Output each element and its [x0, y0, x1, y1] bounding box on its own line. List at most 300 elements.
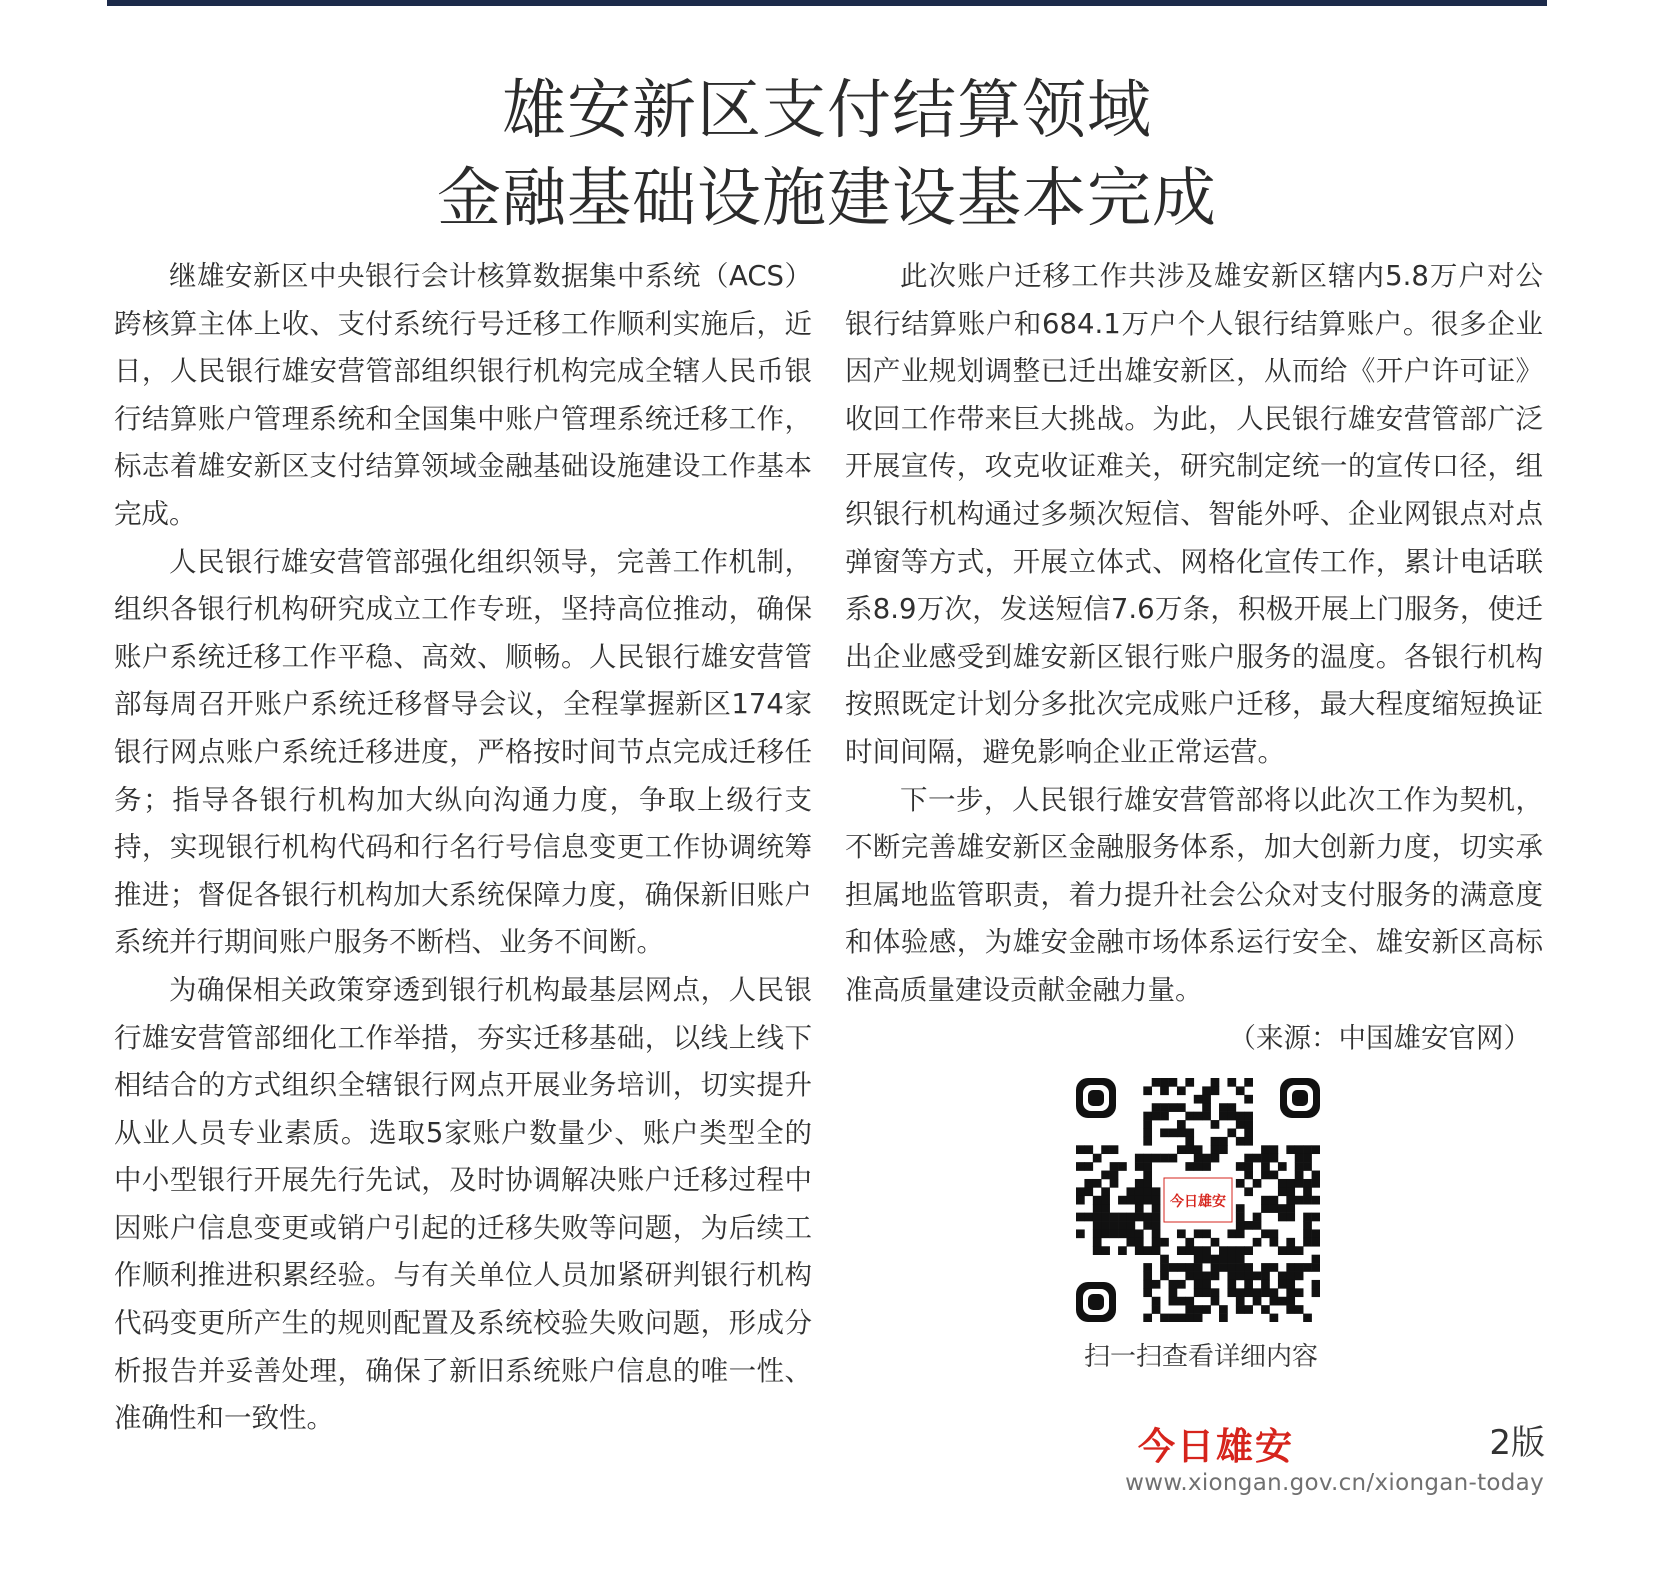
qr-module	[1169, 1288, 1178, 1297]
qr-module	[1244, 1305, 1253, 1314]
qr-module	[1261, 1145, 1270, 1154]
qr-module	[1244, 1280, 1253, 1289]
qr-module	[1143, 1120, 1152, 1129]
qr-module	[1303, 1314, 1312, 1322]
qr-module	[1143, 1187, 1152, 1196]
qr-module	[1303, 1229, 1312, 1238]
qr-module	[1244, 1288, 1253, 1297]
qr-module	[1152, 1187, 1161, 1196]
qr-module	[1244, 1171, 1253, 1180]
qr-module	[1278, 1162, 1287, 1171]
qr-module	[1202, 1103, 1211, 1112]
qr-module	[1211, 1078, 1220, 1087]
qr-module	[1110, 1221, 1119, 1230]
qr-module	[1278, 1213, 1287, 1222]
qr-module	[1303, 1196, 1312, 1205]
qr-module	[1093, 1204, 1102, 1213]
qr-module	[1270, 1145, 1279, 1154]
qr-module	[1160, 1078, 1169, 1087]
qr-module	[1160, 1238, 1169, 1247]
qr-module	[1194, 1288, 1203, 1297]
qr-module	[1101, 1213, 1110, 1222]
qr-module	[1101, 1229, 1110, 1238]
qr-module	[1303, 1221, 1312, 1230]
qr-module	[1101, 1145, 1110, 1154]
qr-module	[1185, 1112, 1194, 1121]
qr-module	[1219, 1263, 1228, 1272]
qr-module	[1219, 1305, 1228, 1314]
qr-module	[1261, 1204, 1270, 1213]
qr-module	[1270, 1229, 1279, 1238]
qr-module	[1152, 1221, 1161, 1230]
qr-module	[1286, 1305, 1295, 1314]
qr-module	[1152, 1196, 1161, 1205]
qr-module	[1227, 1280, 1236, 1289]
qr-module	[1236, 1137, 1245, 1146]
qr-module	[1278, 1297, 1287, 1306]
qr-module	[1244, 1137, 1253, 1146]
qr-module	[1194, 1280, 1203, 1289]
qr-module	[1227, 1229, 1236, 1238]
qr-module	[1152, 1229, 1161, 1238]
qr-module	[1177, 1246, 1186, 1255]
qr-module	[1261, 1162, 1270, 1171]
qr-module	[1219, 1137, 1228, 1146]
qr-module	[1143, 1263, 1152, 1272]
qr-module	[1286, 1213, 1295, 1222]
qr-module	[1295, 1179, 1304, 1188]
qr-module	[1185, 1145, 1194, 1154]
qr-module	[1084, 1187, 1093, 1196]
qr-module	[1152, 1213, 1161, 1222]
headline	[0, 67, 1654, 243]
qr-module	[1236, 1112, 1245, 1121]
qr-module	[1169, 1154, 1178, 1163]
qr-module	[1286, 1288, 1295, 1297]
qr-module	[1295, 1171, 1304, 1180]
paragraph: 此次账户迁移工作共涉及雄安新区辖内5.8万户对公银行结算账户和684.1万户个人银行结算账户。很多企业因产业规划调整已迁出雄安新区，从而给《开户许可证》收回工作带来巨大挑战。为此，人民银行雄安营管部广泛开展宣传，攻克收证难关，研究制定统一的宣传口径，组织银行机构通过多频次短信、智能外呼、企业网银点对点弹窗等方式，开展立体式、网格化宣传工作，累计电话联系8.9万次，发送短信7.6万条，积极开展上门服务，使迁出企业感受到雄安新区银行账户服务的温度。各银行机构按照既定计划分多批次完成账户迁移，最大程度缩短换证时间间隔，避免影响企业正常运营。	[845, 260, 1543, 768]
qr-module	[1303, 1154, 1312, 1163]
qr-module	[1253, 1213, 1262, 1222]
qr-module	[1126, 1221, 1135, 1230]
qr-module	[1143, 1179, 1152, 1188]
qr-module	[1244, 1246, 1253, 1255]
qr-module	[1169, 1128, 1178, 1137]
qr-module	[1126, 1196, 1135, 1205]
qr-module	[1076, 1213, 1085, 1222]
qr-module	[1118, 1196, 1127, 1205]
qr-code[interactable]	[1076, 1078, 1320, 1322]
qr-module	[1169, 1314, 1178, 1322]
qr-module	[1101, 1246, 1110, 1255]
qr-module	[1236, 1272, 1245, 1281]
qr-module	[1244, 1128, 1253, 1137]
qr-module	[1135, 1162, 1144, 1171]
qr-module	[1135, 1204, 1144, 1213]
qr-module	[1278, 1179, 1287, 1188]
qr-module	[1211, 1238, 1220, 1247]
qr-module	[1270, 1238, 1279, 1247]
qr-module	[1194, 1162, 1203, 1171]
qr-module	[1312, 1255, 1320, 1264]
qr-module	[1118, 1221, 1127, 1230]
qr-module	[1169, 1280, 1178, 1289]
qr-module	[1152, 1246, 1161, 1255]
qr-module	[1244, 1078, 1253, 1087]
qr-module	[1312, 1229, 1320, 1238]
qr-module	[1236, 1288, 1245, 1297]
qr-module	[1143, 1314, 1152, 1322]
qr-module	[1202, 1112, 1211, 1121]
qr-module	[1101, 1171, 1110, 1180]
qr-module	[1253, 1297, 1262, 1306]
qr-module	[1286, 1263, 1295, 1272]
qr-module	[1152, 1204, 1161, 1213]
qr-module	[1202, 1229, 1211, 1238]
qr-module	[1278, 1280, 1287, 1289]
qr-module	[1227, 1246, 1236, 1255]
qr-module	[1219, 1246, 1228, 1255]
qr-module	[1211, 1288, 1220, 1297]
qr-module	[1303, 1238, 1312, 1247]
qr-module	[1118, 1229, 1127, 1238]
qr-module	[1236, 1179, 1245, 1188]
qr-module	[1135, 1187, 1144, 1196]
qr-module	[1211, 1086, 1220, 1095]
qr-module	[1135, 1213, 1144, 1222]
qr-module	[1286, 1297, 1295, 1306]
qr-module	[1244, 1263, 1253, 1272]
qr-module	[1160, 1263, 1169, 1272]
qr-module	[1227, 1103, 1236, 1112]
qr-module	[1194, 1263, 1203, 1272]
qr-module	[1194, 1095, 1203, 1104]
qr-module	[1253, 1272, 1262, 1281]
site-url[interactable]: www.xiongan.gov.cn/xiongan-today	[1125, 1470, 1544, 1496]
qr-module	[1236, 1297, 1245, 1306]
qr-module	[1143, 1288, 1152, 1297]
qr-module	[1143, 1221, 1152, 1230]
qr-module	[1261, 1196, 1270, 1205]
qr-module	[1143, 1196, 1152, 1205]
qr-module	[1160, 1255, 1169, 1264]
qr-module	[1286, 1179, 1295, 1188]
qr-module	[1253, 1238, 1262, 1247]
qr-block	[1071, 1078, 1331, 1373]
qr-module	[1236, 1221, 1245, 1230]
qr-module	[1143, 1128, 1152, 1137]
qr-module	[1194, 1229, 1203, 1238]
qr-module	[1270, 1314, 1279, 1322]
qr-module	[1211, 1263, 1220, 1272]
qr-module	[1194, 1145, 1203, 1154]
qr-module	[1219, 1103, 1228, 1112]
qr-module	[1110, 1162, 1119, 1171]
qr-module	[1295, 1154, 1304, 1163]
qr-module	[1152, 1297, 1161, 1306]
qr-module	[1236, 1263, 1245, 1272]
qr-module	[1135, 1229, 1144, 1238]
qr-module	[1177, 1229, 1186, 1238]
qr-module	[1152, 1103, 1161, 1112]
qr-module	[1093, 1246, 1102, 1255]
qr-module	[1185, 1263, 1194, 1272]
qr-module	[1303, 1263, 1312, 1272]
qr-module	[1244, 1154, 1253, 1163]
qr-module	[1270, 1297, 1279, 1306]
qr-module	[1202, 1255, 1211, 1264]
qr-module	[1261, 1272, 1270, 1281]
qr-module	[1244, 1095, 1253, 1104]
qr-module	[1160, 1314, 1169, 1322]
qr-module	[1211, 1255, 1220, 1264]
qr-module	[1177, 1086, 1186, 1095]
qr-module	[1253, 1221, 1262, 1230]
qr-module	[1236, 1213, 1245, 1222]
qr-module	[1185, 1305, 1194, 1314]
qr-module	[1152, 1305, 1161, 1314]
paragraph: 继雄安新区中央银行会计核算数据集中系统（ACS）跨核算主体上收、支付系统行号迁移工作顺利实施后，近日，人民银行雄安营管部组织银行机构完成全辖人民币银行结算账户管理系统和全国集中账户管理系统迁移工作，标志着雄安新区支付结算领域金融基础设施建设工作基本完成。	[114, 260, 812, 530]
qr-module	[1312, 1288, 1320, 1297]
qr-module	[1227, 1112, 1236, 1121]
qr-module	[1312, 1280, 1320, 1289]
qr-module	[1169, 1297, 1178, 1306]
qr-module	[1261, 1263, 1270, 1272]
qr-module	[1194, 1305, 1203, 1314]
qr-module	[1194, 1154, 1203, 1163]
qr-module	[1312, 1213, 1320, 1222]
headline-line-1: 雄安新区支付结算领域	[502, 74, 1152, 149]
qr-module	[1261, 1171, 1270, 1180]
qr-module	[1135, 1246, 1144, 1255]
qr-module	[1143, 1154, 1152, 1163]
qr-module	[1076, 1196, 1085, 1205]
qr-module	[1118, 1246, 1127, 1255]
qr-module	[1253, 1154, 1262, 1163]
qr-module	[1227, 1272, 1236, 1281]
qr-module	[1295, 1246, 1304, 1255]
qr-module	[1160, 1086, 1169, 1095]
qr-module	[1101, 1187, 1110, 1196]
qr-module	[1093, 1238, 1102, 1247]
qr-module	[1295, 1145, 1304, 1154]
qr-module	[1185, 1162, 1194, 1171]
qr-module	[1185, 1137, 1194, 1146]
qr-module	[1270, 1196, 1279, 1205]
qr-module	[1177, 1297, 1186, 1306]
qr-module	[1126, 1213, 1135, 1222]
qr-finder-bottom-left	[1076, 1282, 1116, 1322]
qr-module	[1110, 1179, 1119, 1188]
qr-module	[1244, 1162, 1253, 1171]
qr-module	[1211, 1272, 1220, 1281]
qr-module	[1185, 1128, 1194, 1137]
qr-module	[1160, 1272, 1169, 1281]
qr-module	[1286, 1187, 1295, 1196]
qr-module	[1177, 1280, 1186, 1289]
qr-module	[1295, 1162, 1304, 1171]
qr-module	[1303, 1162, 1312, 1171]
qr-module	[1236, 1162, 1245, 1171]
qr-finder-top-right	[1280, 1078, 1320, 1118]
qr-module	[1312, 1263, 1320, 1272]
qr-module	[1160, 1154, 1169, 1163]
qr-module	[1143, 1137, 1152, 1146]
qr-module	[1110, 1213, 1119, 1222]
qr-module	[1084, 1162, 1093, 1171]
qr-module	[1185, 1238, 1194, 1247]
qr-module	[1286, 1280, 1295, 1289]
qr-module	[1278, 1272, 1287, 1281]
qr-module	[1143, 1246, 1152, 1255]
qr-module	[1286, 1204, 1295, 1213]
qr-module	[1244, 1120, 1253, 1129]
qr-module	[1303, 1145, 1312, 1154]
qr-module	[1253, 1179, 1262, 1188]
qr-module	[1278, 1187, 1287, 1196]
brand-logo: 今日雄安	[1138, 1424, 1294, 1468]
qr-module	[1278, 1246, 1287, 1255]
qr-module	[1244, 1221, 1253, 1230]
qr-module	[1177, 1103, 1186, 1112]
qr-module	[1312, 1238, 1320, 1247]
qr-module	[1211, 1137, 1220, 1146]
qr-module	[1093, 1221, 1102, 1230]
qr-module	[1169, 1078, 1178, 1087]
qr-module	[1194, 1246, 1203, 1255]
qr-module	[1286, 1246, 1295, 1255]
qr-finder-top-left	[1076, 1078, 1116, 1118]
qr-module	[1118, 1213, 1127, 1222]
qr-module	[1152, 1280, 1161, 1289]
qr-module	[1185, 1078, 1194, 1087]
qr-module	[1202, 1305, 1211, 1314]
qr-module	[1286, 1145, 1295, 1154]
qr-module	[1236, 1229, 1245, 1238]
qr-module	[1286, 1272, 1295, 1281]
qr-module	[1135, 1179, 1144, 1188]
qr-module	[1126, 1229, 1135, 1238]
qr-module	[1253, 1288, 1262, 1297]
qr-module	[1219, 1112, 1228, 1121]
qr-module	[1110, 1229, 1119, 1238]
qr-module	[1261, 1229, 1270, 1238]
qr-module	[1160, 1103, 1169, 1112]
qr-module	[1110, 1145, 1119, 1154]
qr-module	[1185, 1272, 1194, 1281]
qr-module	[1084, 1179, 1093, 1188]
qr-module	[1202, 1154, 1211, 1163]
qr-module	[1295, 1272, 1304, 1281]
qr-module	[1236, 1120, 1245, 1129]
qr-module	[1194, 1272, 1203, 1281]
qr-module	[1270, 1288, 1279, 1297]
qr-module	[1152, 1238, 1161, 1247]
qr-module	[1093, 1213, 1102, 1222]
qr-module	[1295, 1196, 1304, 1205]
qr-module	[1143, 1272, 1152, 1281]
qr-module	[1244, 1112, 1253, 1121]
qr-module	[1194, 1255, 1203, 1264]
qr-module	[1135, 1154, 1144, 1163]
qr-module	[1093, 1154, 1102, 1163]
qr-module	[1236, 1255, 1245, 1264]
qr-module	[1261, 1288, 1270, 1297]
qr-module	[1152, 1154, 1161, 1163]
qr-module	[1295, 1288, 1304, 1297]
qr-module	[1270, 1171, 1279, 1180]
qr-module	[1202, 1272, 1211, 1281]
qr-module	[1101, 1196, 1110, 1205]
qr-module	[1169, 1263, 1178, 1272]
left-column	[114, 253, 812, 1443]
qr-module	[1303, 1187, 1312, 1196]
qr-module	[1236, 1204, 1245, 1213]
qr-module	[1084, 1213, 1093, 1222]
qr-module	[1177, 1263, 1186, 1272]
qr-module	[1211, 1297, 1220, 1306]
qr-module	[1135, 1196, 1144, 1205]
qr-module	[1219, 1255, 1228, 1264]
source-credit: （来源：中国雄安官网）	[1228, 1021, 1531, 1054]
qr-module	[1303, 1179, 1312, 1188]
qr-module	[1076, 1229, 1085, 1238]
headline-line-2: 金融基础设施建设基本完成	[437, 162, 1217, 237]
qr-module	[1278, 1204, 1287, 1213]
qr-module	[1194, 1112, 1203, 1121]
qr-module	[1236, 1086, 1245, 1095]
qr-module	[1143, 1280, 1152, 1289]
qr-center-label: 今日雄安	[1170, 1194, 1226, 1210]
qr-module	[1202, 1162, 1211, 1171]
qr-module	[1244, 1272, 1253, 1281]
qr-module	[1194, 1314, 1203, 1322]
qr-module	[1312, 1196, 1320, 1205]
qr-module	[1160, 1128, 1169, 1137]
qr-module	[1143, 1213, 1152, 1222]
qr-module	[1084, 1145, 1093, 1154]
qr-module	[1261, 1305, 1270, 1314]
qr-module	[1202, 1246, 1211, 1255]
qr-module	[1177, 1128, 1186, 1137]
qr-module	[1126, 1238, 1135, 1247]
qr-module	[1185, 1314, 1194, 1322]
qr-module	[1227, 1263, 1236, 1272]
qr-module	[1152, 1078, 1161, 1087]
qr-module	[1143, 1086, 1152, 1095]
qr-module	[1227, 1128, 1236, 1137]
qr-module	[1185, 1297, 1194, 1306]
qr-module	[1076, 1187, 1085, 1196]
qr-module	[1286, 1238, 1295, 1247]
qr-module	[1202, 1288, 1211, 1297]
qr-module	[1076, 1145, 1085, 1154]
qr-module	[1093, 1179, 1102, 1188]
qr-module	[1295, 1263, 1304, 1272]
qr-module	[1236, 1246, 1245, 1255]
qr-module	[1076, 1162, 1085, 1171]
qr-module	[1312, 1171, 1320, 1180]
qr-module	[1177, 1145, 1186, 1154]
qr-module	[1093, 1196, 1102, 1205]
qr-module	[1135, 1238, 1144, 1247]
qr-module	[1143, 1112, 1152, 1121]
qr-module	[1126, 1187, 1135, 1196]
qr-module	[1227, 1255, 1236, 1264]
qr-module	[1101, 1204, 1110, 1213]
qr-module	[1236, 1305, 1245, 1314]
top-rule	[107, 0, 1547, 6]
